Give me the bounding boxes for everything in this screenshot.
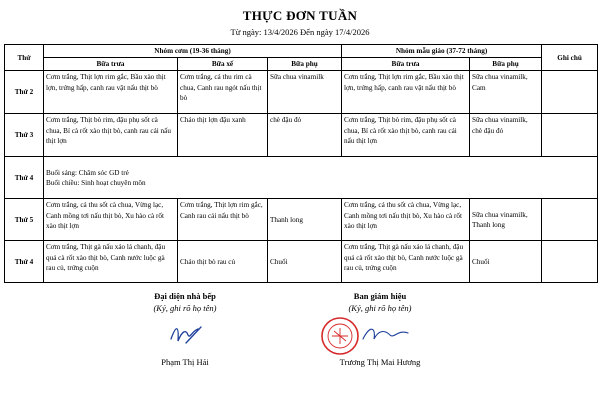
snack-big-cell: Sữa chua vinamilk, chè đậu đỏ (470, 114, 542, 157)
day-cell: Thứ 2 (5, 71, 44, 114)
afternoon-small-cell: Cháo thịt bò rau củ (178, 241, 268, 283)
day-column-header: Thứ (5, 45, 44, 71)
table-row (5, 241, 598, 283)
snack-big-cell: Chuối (470, 241, 542, 283)
kitchen-signer-name: Phạm Thị Hải (161, 357, 209, 367)
snack-small-cell: Sữa chua vinamilk (268, 71, 342, 114)
notes-cell (542, 241, 598, 283)
table-row (5, 71, 598, 114)
notes-column-header: Ghi chú (542, 45, 598, 71)
subheader-snack-small: Bữa phụ (268, 58, 342, 71)
notes-cell (542, 199, 598, 241)
lunch-big-cell: Cơm trắng, cá thu sốt cà chua, Vừng lạc, Canh mồng tơi nấu thịt bò, Xu hào cà rốt xào thịt lợn (342, 199, 470, 241)
snack-big-cell: Sữa chua vinamilk, Cam (470, 71, 542, 114)
day-off-cell (44, 157, 598, 199)
page-title: THỰC ĐƠN TUẦN (242, 8, 358, 23)
notes-cell (542, 114, 598, 157)
lunch-big-cell: Cơm trắng, Thịt lợn rim gắc, Bầu xào thịt lợn, trứng hấp, canh rau vật nấu thịt bò (342, 71, 470, 114)
group-header-big: Nhóm mẫu giáo (37-72 tháng) (342, 45, 542, 58)
weekly-menu-table (4, 44, 598, 283)
date-range: Từ ngày: 13/4/2026 Đến ngày 17/4/2026 (230, 27, 370, 37)
table-row (5, 114, 598, 157)
kitchen-signature-block (110, 291, 260, 381)
notes-cell (542, 71, 598, 114)
table-row (5, 157, 598, 199)
board-role: Ban giám hiệu (353, 291, 407, 301)
morning-activity: Buổi sáng: Chăm sóc GD trẻ (46, 168, 129, 177)
snack-big-cell: Sữa chua vinamilk, Thanh long (470, 199, 542, 241)
official-stamp-seal (318, 315, 438, 357)
day-cell: Thứ 3 (5, 114, 44, 157)
table-row (5, 199, 598, 241)
afternoon-activity: Buổi chiều: Sinh hoạt chuyên môn (46, 178, 146, 187)
snack-small-cell: Thanh long (268, 199, 342, 241)
lunch-small-cell: Cơm trắng, cá thu sốt cà chua, Vừng lạc, Canh mồng tơi nấu thịt bò, Xu hào cà rốt xào thịt lợn (44, 199, 178, 241)
lunch-small-cell: Cơm trắng, Thịt bò rim, đậu phụ sốt cà chua, Bí cà rốt xào thịt bò, canh rau cải nấu thịt lợn (44, 114, 178, 157)
kitchen-signature-scribble (168, 321, 204, 347)
board-sign-note: (Ký, ghi rõ họ tên) (348, 303, 412, 313)
board-signature-block (300, 291, 460, 381)
snack-small-cell: chè đậu đỏ (268, 114, 342, 157)
kitchen-sign-note: (Ký, ghi rõ họ tên) (153, 303, 217, 313)
subheader-lunch-big: Bữa trưa (342, 58, 470, 71)
lunch-big-cell: Cơm trắng, Thịt gà nấu xáo lá chanh, đậu quả cà rốt xào thịt bò, Canh nước luộc gà rau củ, trứng cuộn (342, 241, 470, 283)
day-cell: Thứ 4 (5, 241, 44, 283)
subheader-lunch-small: Bữa trưa (44, 58, 178, 71)
lunch-small-cell: Cơm trắng, Thịt lợn rim gắc, Bầu xào thịt lợn, trứng hấp, canh rau vật nấu thịt bò (44, 71, 178, 114)
subheader-snack-big: Bữa phụ (470, 58, 542, 71)
afternoon-small-cell: Cháo thịt lợn đậu xanh (178, 114, 268, 157)
group-header-small: Nhóm cơm (19-36 tháng) (44, 45, 342, 58)
day-cell: Thứ 4 (5, 157, 44, 199)
board-signer-name: Trương Thị Mai Hương (339, 357, 421, 367)
day-cell: Thứ 5 (5, 199, 44, 241)
kitchen-role: Đại diện nhà bếp (154, 291, 216, 301)
afternoon-small-cell: Cơm trắng, cá thu rim cà chua, Canh rau ngót nấu thịt bò (178, 71, 268, 114)
subheader-afternoon-small: Bữa xế (178, 58, 268, 71)
afternoon-small-cell: Cơm trắng, Thịt lợn rim gắc, Canh rau cải nấu thịt bò (178, 199, 268, 241)
snack-small-cell: Chuối (268, 241, 342, 283)
lunch-big-cell: Cơm trắng, Thịt bò rim, đậu phụ sốt cà chua, Bí cà rốt xào thịt bò, canh rau cải nấu thịt lợn (342, 114, 470, 157)
lunch-small-cell: Cơm trắng, Thịt gà nấu xáo lá chanh, đậu quả cà rốt xào thịt bò, Canh nước luộc gà rau củ, trứng cuộn (44, 241, 178, 283)
